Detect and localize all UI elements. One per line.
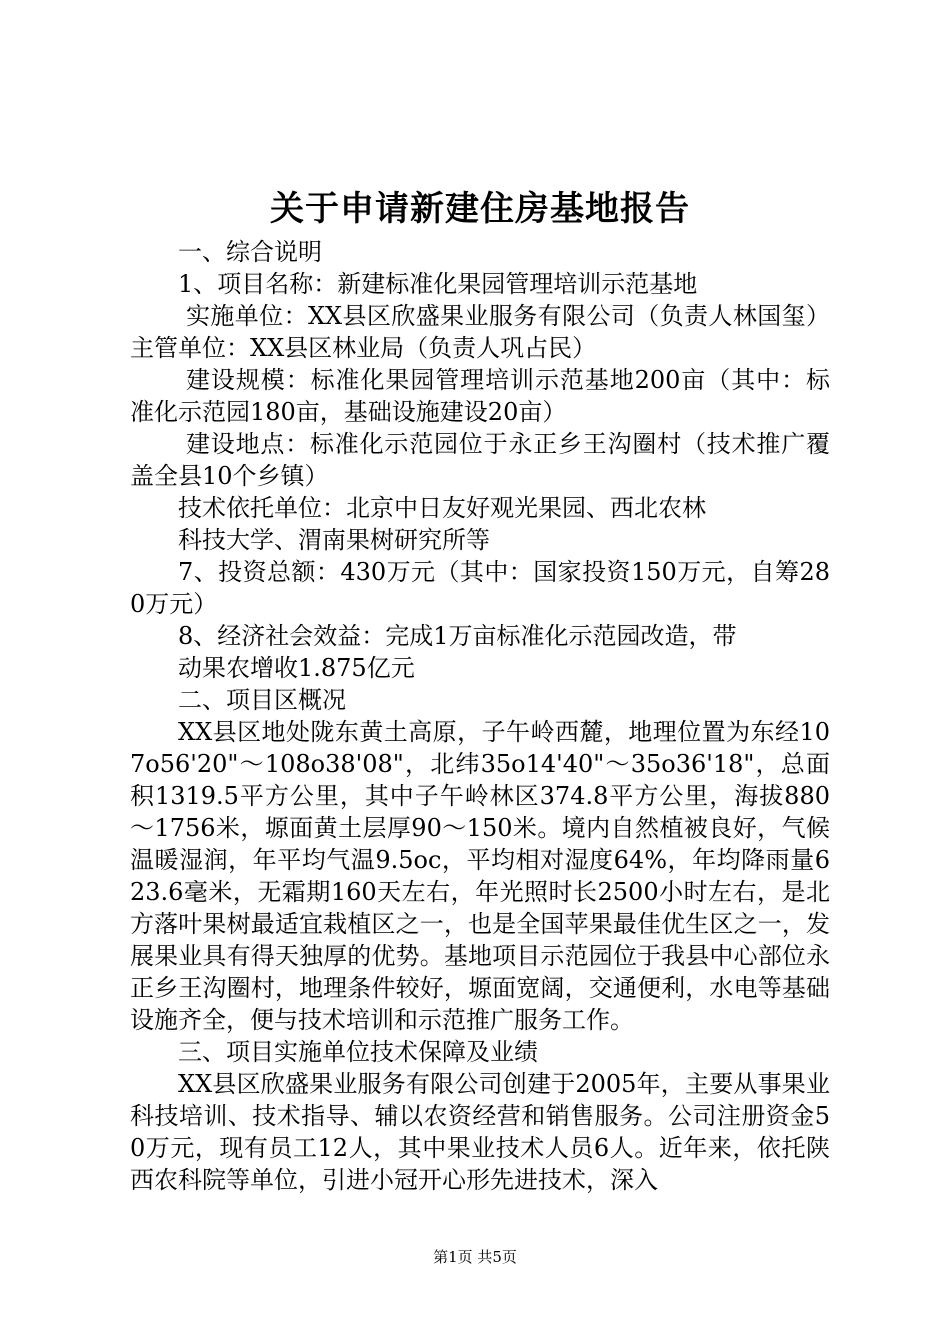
paragraph-construction-site: 建设地点：标准化示范园位于永正乡王沟圈村（技术推广覆盖全县10个乡镇） (130, 430, 830, 490)
paragraph-implementing-unit: 实施单位：XX县区欣盛果业服务有限公司（负责人林国玺）主管单位：XX县区林业局（负责人巩占民） (130, 302, 830, 362)
paragraph-total-investment: 7、投资总额：430万元（其中：国家投资150万元，自筹280万元） (130, 558, 830, 618)
paragraph-construction-scale: 建设规模：标准化果园管理培训示范基地200亩（其中：标准化示范园180亩，基础设施建设20亩） (130, 366, 830, 426)
page-number: 第1页 共5页 (433, 1248, 517, 1266)
section-heading-unit-record: 三、项目实施单位技术保障及业绩 (178, 1038, 538, 1066)
paragraph-benefits-cont: 动果农增收1.875亿元 (178, 654, 415, 682)
paragraph-technical-support: 技术依托单位：北京中日友好观光果园、西北农林 (178, 494, 706, 522)
paragraph-project-name: 1、项目名称：新建标准化果园管理培训示范基地 (178, 270, 698, 298)
section-heading-overview: 一、综合说明 (178, 238, 322, 266)
paragraph-technical-support-cont: 科技大学、渭南果树研究所等 (178, 526, 490, 554)
document-title: 关于申请新建住房基地报告 (270, 189, 690, 229)
paragraph-area-description: XX县区地处陇东黄土高原，子午岭西麓，地理位置为东经107o56'20"～108o38'08"，北纬35o14'40"～35o36'18"，总面积1319.5平方公里，其中子午岭林区374.8平方公里，海拔880～1756米，塬面黄土层厚90～150米。境内自然植被良好，气候温暖湿润，年平均气温9.5oc，平均相对湿度64%，年均降雨量623.6毫米，无霜期160天左右，年光照时长2500小时左右，是北方落叶果树最适宜栽植区之一，也是全国苹果最佳优生区之一，发展果业具有得天独厚的优势。基地项目示范园位于我县中心部位永正乡王沟圈村，地理条件较好，塬面宽阔，交通便利，水电等基础设施齐全，便与技术培训和示范推广服务工作。 (130, 718, 830, 1034)
paragraph-benefits: 8、经济社会效益：完成1万亩标准化示范园改造，带 (178, 622, 737, 650)
document-body (130, 236, 830, 1196)
paragraph-company-description: XX县区欣盛果业服务有限公司创建于2005年，主要从事果业科技培训、技术指导、辅以农资经营和销售服务。公司注册资金50万元，现有员工12人，其中果业技术人员6人。近年来，依托陕西农科院等单位，引进小冠开心形先进技术，深入 (130, 1070, 830, 1194)
section-heading-area: 二、项目区概况 (178, 686, 346, 714)
